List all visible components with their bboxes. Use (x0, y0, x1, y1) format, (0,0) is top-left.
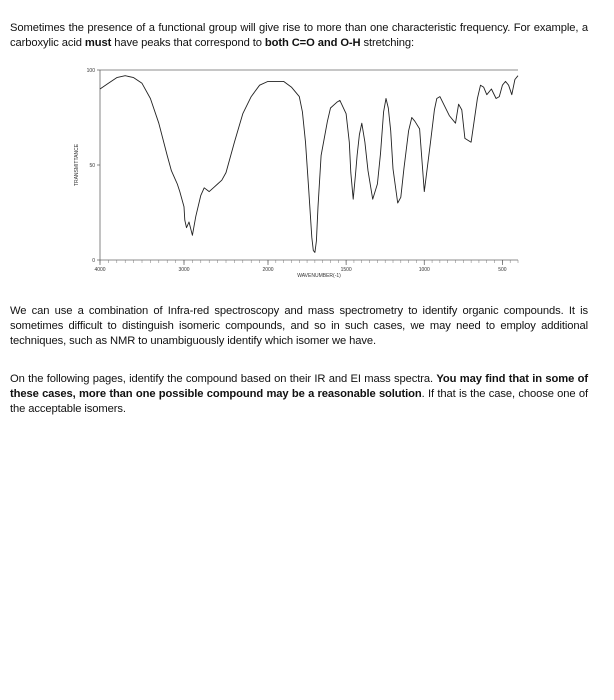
x-tick-label: 500 (498, 267, 507, 273)
method-paragraph: We can use a combination of Infra-red spectroscopy and mass spectrometry to identify organic compounds. It is sometimes difficult to distinguish isomeric compounds, and so in such cases, we may need to employ additional techniques, such as NMR to unambiguously identify which isomer we have. (10, 305, 588, 347)
ir-spectrum-chart (70, 62, 530, 287)
instructions-bold: You may find that in some of these cases, more than one possible compound may be a reasonable solution (10, 373, 588, 400)
x-tick-label: 1500 (340, 267, 352, 273)
x-tick-label: 3000 (178, 267, 190, 273)
ir-spectrum-svg (70, 62, 530, 287)
instructions-paragraph (10, 372, 588, 417)
intro-bold-must: must (84, 37, 112, 49)
y-tick-label: 0 (92, 258, 95, 264)
intro-text-1: Sometimes the presence of a functional group will give rise to more than one characteristic frequency. For example, a carboxylic acid (10, 22, 588, 49)
intro-bold-bonds: both C=O and O-H (264, 37, 361, 49)
x-axis-title: WAVENUMBER(-1) (297, 273, 341, 279)
x-tick-label: 1000 (418, 267, 430, 273)
intro-text-2: have peaks that correspond to (111, 37, 265, 49)
instructions-text-1: On the following pages, identify the compound based on their IR and EI mass spectra. (10, 373, 437, 385)
y-axis-title: TRANSMITTANCE (74, 143, 80, 187)
y-tick-label: 100 (86, 68, 95, 74)
intro-paragraph (10, 21, 588, 51)
intro-text-3: stretching: (360, 37, 415, 49)
instructions-text-2: . If that is the case, choose one of the acceptable isomers. (10, 388, 588, 415)
x-tick-label: 2000 (262, 267, 274, 273)
ir-spectrum-line (100, 76, 518, 253)
x-tick-label: 4000 (94, 267, 106, 273)
y-tick-label: 50 (89, 163, 95, 169)
